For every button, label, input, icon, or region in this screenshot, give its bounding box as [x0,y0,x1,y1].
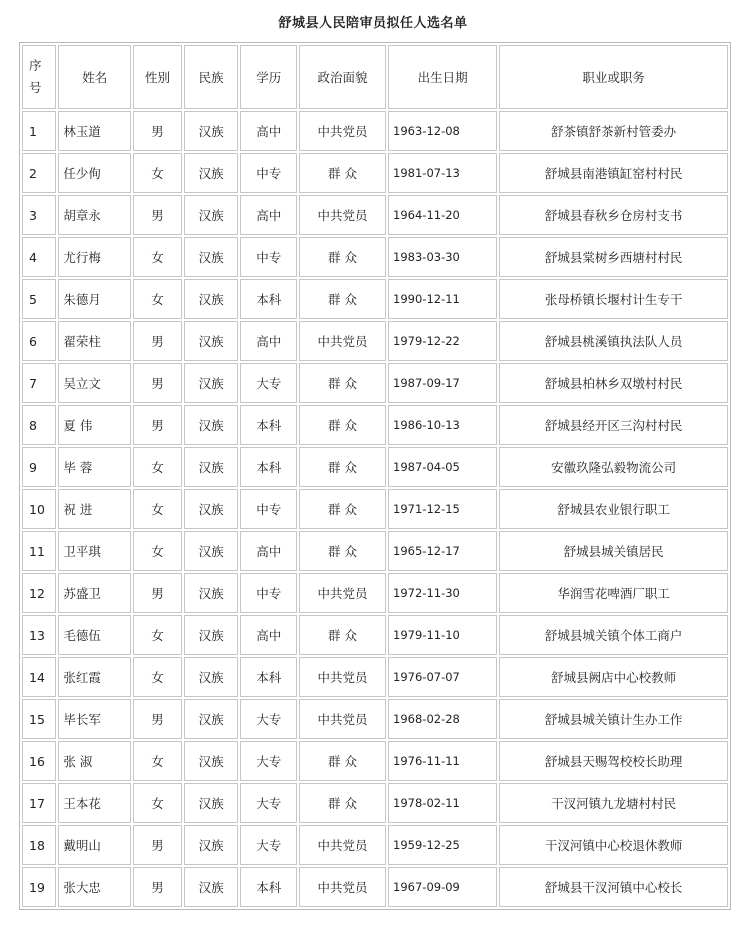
cell-ethnicity: 汉族 [184,741,239,781]
cell-political: 中共党员 [299,195,386,235]
table-row [22,237,728,277]
cell-gender: 女 [133,237,182,277]
cell-birth: 1981-07-13 [388,153,497,193]
cell-political: 群 众 [299,279,386,319]
header-occupation: 职业或职务 [499,45,728,109]
cell-name: 毛德伍 [58,615,131,655]
table-row [22,153,728,193]
cell-ethnicity: 汉族 [184,657,239,697]
table-row [22,573,728,613]
cell-gender: 女 [133,153,182,193]
cell-birth: 1965-12-17 [388,531,497,571]
cell-gender: 男 [133,321,182,361]
cell-occupation: 舒城县农业银行职工 [499,489,728,529]
cell-occupation: 舒城县干汊河镇中心校长 [499,867,728,907]
cell-occupation: 华润雪花啤酒厂职工 [499,573,728,613]
header-gender: 性别 [133,45,182,109]
cell-political: 群 众 [299,363,386,403]
cell-education: 中专 [240,489,297,529]
table-row [22,363,728,403]
cell-ethnicity: 汉族 [184,699,239,739]
cell-seq: 3 [22,195,56,235]
cell-political: 群 众 [299,615,386,655]
cell-political: 中共党员 [299,657,386,697]
cell-name: 毕 蓉 [58,447,131,487]
cell-gender: 男 [133,573,182,613]
cell-occupation: 舒城县城关镇计生办工作 [499,699,728,739]
table-row [22,783,728,823]
cell-education: 大专 [240,363,297,403]
header-birth: 出生日期 [388,45,497,109]
cell-education: 大专 [240,783,297,823]
table-row [22,699,728,739]
header-ethnicity: 民族 [184,45,239,109]
cell-birth: 1976-11-11 [388,741,497,781]
cell-birth: 1990-12-11 [388,279,497,319]
cell-occupation: 安徽玖隆弘毅物流公司 [499,447,728,487]
cell-ethnicity: 汉族 [184,321,239,361]
cell-seq: 13 [22,615,56,655]
cell-gender: 女 [133,531,182,571]
cell-political: 中共党员 [299,573,386,613]
cell-name: 尤行梅 [58,237,131,277]
cell-birth: 1967-09-09 [388,867,497,907]
cell-ethnicity: 汉族 [184,111,239,151]
cell-education: 本科 [240,405,297,445]
cell-name: 苏盛卫 [58,573,131,613]
cell-seq: 8 [22,405,56,445]
cell-name: 张大忠 [58,867,131,907]
table-row [22,195,728,235]
document-title: 舒城县人民陪审员拟任人选名单 [278,16,468,31]
cell-education: 中专 [240,573,297,613]
cell-occupation: 舒城县经开区三沟村村民 [499,405,728,445]
cell-birth: 1968-02-28 [388,699,497,739]
cell-education: 本科 [240,447,297,487]
cell-ethnicity: 汉族 [184,615,239,655]
table-row [22,531,728,571]
cell-ethnicity: 汉族 [184,489,239,529]
cell-gender: 女 [133,279,182,319]
cell-education: 高中 [240,615,297,655]
cell-political: 中共党员 [299,867,386,907]
table-row [22,111,728,151]
header-seq-line1: 序 [29,58,42,73]
cell-birth: 1986-10-13 [388,405,497,445]
cell-political: 群 众 [299,447,386,487]
cell-ethnicity: 汉族 [184,237,239,277]
cell-birth: 1978-02-11 [388,783,497,823]
cell-ethnicity: 汉族 [184,783,239,823]
cell-education: 高中 [240,321,297,361]
cell-name: 张红霞 [58,657,131,697]
cell-occupation: 张母桥镇长堰村计生专干 [499,279,728,319]
cell-seq: 6 [22,321,56,361]
cell-gender: 女 [133,741,182,781]
cell-birth: 1987-04-05 [388,447,497,487]
table-row [22,279,728,319]
cell-ethnicity: 汉族 [184,363,239,403]
cell-gender: 男 [133,363,182,403]
table-row [22,405,728,445]
cell-seq: 10 [22,489,56,529]
cell-occupation: 舒城县棠树乡西塘村村民 [499,237,728,277]
cell-birth: 1972-11-30 [388,573,497,613]
cell-name: 吴立文 [58,363,131,403]
cell-seq: 1 [22,111,56,151]
cell-name: 林玉道 [58,111,131,151]
cell-gender: 男 [133,825,182,865]
cell-ethnicity: 汉族 [184,867,239,907]
cell-political: 中共党员 [299,111,386,151]
cell-gender: 女 [133,489,182,529]
cell-name: 祝 进 [58,489,131,529]
cell-political: 群 众 [299,405,386,445]
table-header-row [22,45,728,109]
table-row [22,867,728,907]
header-political: 政治面貌 [299,45,386,109]
cell-occupation: 舒城县柏林乡双墩村村民 [499,363,728,403]
table-row [22,741,728,781]
table-row [22,447,728,487]
cell-seq: 19 [22,867,56,907]
cell-birth: 1987-09-17 [388,363,497,403]
header-seq-line2: 号 [29,80,42,95]
cell-education: 高中 [240,195,297,235]
cell-occupation: 舒城县城关镇个体工商户 [499,615,728,655]
cell-name: 胡章永 [58,195,131,235]
cell-birth: 1963-12-08 [388,111,497,151]
cell-name: 王本花 [58,783,131,823]
cell-occupation: 舒城县春秋乡仓房村支书 [499,195,728,235]
cell-education: 本科 [240,657,297,697]
cell-occupation: 舒城县南港镇缸窑村村民 [499,153,728,193]
cell-seq: 12 [22,573,56,613]
cell-birth: 1971-12-15 [388,489,497,529]
cell-name: 夏 伟 [58,405,131,445]
cell-name: 卫平琪 [58,531,131,571]
cell-birth: 1979-12-22 [388,321,497,361]
cell-seq: 14 [22,657,56,697]
cell-occupation: 舒茶镇舒茶新村管委办 [499,111,728,151]
juror-candidate-table [19,42,731,910]
cell-ethnicity: 汉族 [184,825,239,865]
cell-seq: 16 [22,741,56,781]
cell-political: 群 众 [299,783,386,823]
cell-gender: 男 [133,195,182,235]
cell-political: 群 众 [299,237,386,277]
cell-birth: 1983-03-30 [388,237,497,277]
cell-ethnicity: 汉族 [184,531,239,571]
cell-birth: 1964-11-20 [388,195,497,235]
cell-gender: 女 [133,447,182,487]
table-row [22,825,728,865]
cell-education: 大专 [240,825,297,865]
cell-occupation: 干汊河镇中心校退休教师 [499,825,728,865]
table-row [22,321,728,361]
cell-ethnicity: 汉族 [184,405,239,445]
cell-seq: 5 [22,279,56,319]
cell-ethnicity: 汉族 [184,447,239,487]
header-name: 姓名 [58,45,131,109]
header-seq [22,45,56,109]
cell-birth: 1959-12-25 [388,825,497,865]
table-row [22,489,728,529]
cell-birth: 1979-11-10 [388,615,497,655]
cell-name: 任少侚 [58,153,131,193]
cell-seq: 15 [22,699,56,739]
table-row [22,657,728,697]
cell-ethnicity: 汉族 [184,153,239,193]
cell-gender: 女 [133,657,182,697]
cell-political: 群 众 [299,531,386,571]
cell-seq: 17 [22,783,56,823]
cell-education: 中专 [240,237,297,277]
cell-gender: 男 [133,405,182,445]
cell-education: 大专 [240,699,297,739]
cell-gender: 男 [133,111,182,151]
cell-occupation: 干汊河镇九龙塘村村民 [499,783,728,823]
cell-gender: 女 [133,783,182,823]
cell-name: 毕长军 [58,699,131,739]
cell-name: 翟荣柱 [58,321,131,361]
cell-education: 中专 [240,153,297,193]
cell-seq: 2 [22,153,56,193]
cell-gender: 男 [133,699,182,739]
cell-ethnicity: 汉族 [184,195,239,235]
cell-education: 高中 [240,111,297,151]
cell-political: 中共党员 [299,321,386,361]
cell-seq: 4 [22,237,56,277]
cell-political: 中共党员 [299,825,386,865]
cell-name: 朱德月 [58,279,131,319]
cell-education: 高中 [240,531,297,571]
cell-seq: 9 [22,447,56,487]
cell-education: 本科 [240,279,297,319]
cell-seq: 18 [22,825,56,865]
cell-birth: 1976-07-07 [388,657,497,697]
table-row [22,615,728,655]
cell-occupation: 舒城县阙店中心校教师 [499,657,728,697]
cell-gender: 男 [133,867,182,907]
cell-seq: 7 [22,363,56,403]
cell-ethnicity: 汉族 [184,573,239,613]
cell-occupation: 舒城县天赐驾校校长助理 [499,741,728,781]
cell-education: 大专 [240,741,297,781]
cell-occupation: 舒城县城关镇居民 [499,531,728,571]
header-education: 学历 [240,45,297,109]
cell-name: 戴明山 [58,825,131,865]
cell-gender: 女 [133,615,182,655]
cell-political: 群 众 [299,489,386,529]
cell-seq: 11 [22,531,56,571]
cell-name: 张 淑 [58,741,131,781]
cell-political: 群 众 [299,741,386,781]
cell-occupation: 舒城县桃溪镇执法队人员 [499,321,728,361]
cell-education: 本科 [240,867,297,907]
cell-political: 中共党员 [299,699,386,739]
cell-political: 群 众 [299,153,386,193]
cell-ethnicity: 汉族 [184,279,239,319]
